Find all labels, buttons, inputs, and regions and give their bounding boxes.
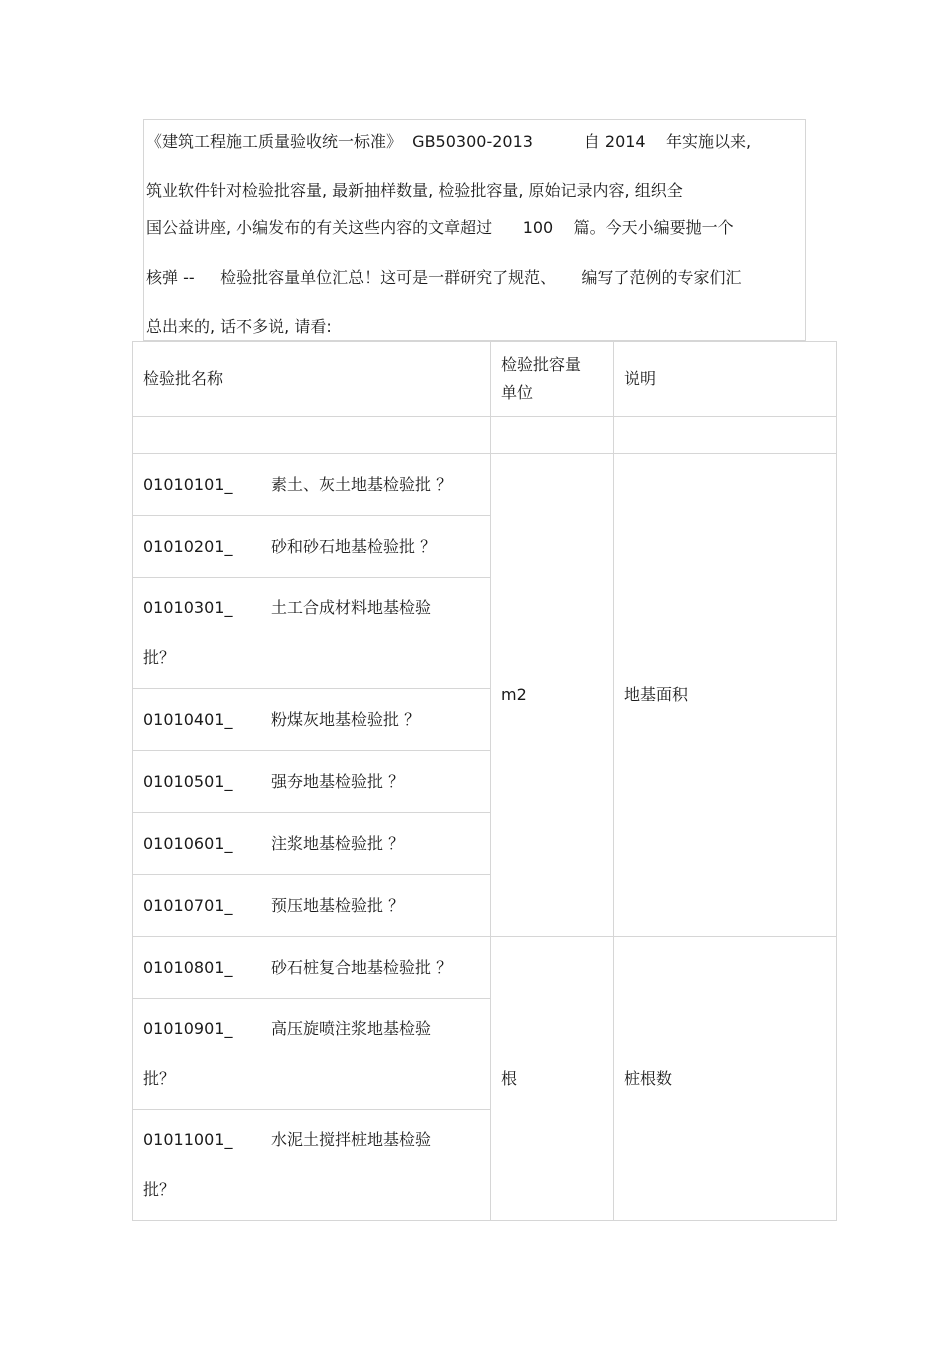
item-code: 01011001_	[143, 1130, 233, 1149]
item-code: 01010101_	[143, 474, 233, 494]
item-name: 砂和砂石地基检验批 ？	[271, 536, 437, 556]
item-name: 高压旋喷注浆地基检验	[271, 1019, 432, 1038]
blank-row	[133, 417, 837, 454]
name-cell	[133, 1110, 491, 1221]
item-code: 01010501_	[143, 771, 233, 791]
note-cell	[614, 937, 837, 1221]
item-name: 粉煤灰地基检验批 ？	[271, 709, 421, 729]
name-cell	[133, 937, 491, 999]
note-cell	[614, 454, 837, 937]
item-name: 土工合成材料地基检验	[271, 598, 432, 617]
header-unit	[491, 342, 614, 417]
unit-cell	[491, 937, 614, 1221]
item-code: 01010701_	[143, 895, 233, 915]
table-header-row	[133, 342, 837, 417]
intro-line-3: 国公益讲座, 小编发布的有关这些内容的文章超过 100 篇。今天小编要抛一个	[146, 218, 734, 237]
unit-cell	[491, 454, 614, 937]
name-cell	[133, 875, 491, 937]
item-code: 01010901_	[143, 1019, 233, 1038]
header-name: 检验批名称	[133, 342, 491, 417]
header-unit-line1: 检验批容量	[501, 355, 582, 374]
item-name-wrap: 批？	[143, 1180, 176, 1199]
item-name-wrap: 批？	[143, 648, 176, 667]
item-code: 01010601_	[143, 833, 233, 853]
item-code: 01010201_	[143, 536, 233, 556]
name-cell	[133, 813, 491, 875]
blank-cell	[614, 417, 837, 454]
item-code: 01010801_	[143, 957, 233, 977]
name-cell	[133, 578, 491, 689]
item-code: 01010401_	[143, 709, 233, 729]
note-value: 桩根数	[624, 1068, 673, 1088]
note-value: 地基面积	[624, 685, 689, 704]
header-unit-line2: 单位	[501, 383, 534, 402]
name-cell	[133, 999, 491, 1110]
name-cell	[133, 516, 491, 578]
name-cell	[133, 454, 491, 516]
name-cell	[133, 751, 491, 813]
unit-value: 根	[501, 1068, 518, 1088]
intro-line-2: 筑业软件针对检验批容量, 最新抽样数量, 检验批容量, 原始记录内容, 组织全	[146, 181, 683, 200]
item-name: 砂石桩复合地基检验批 ？	[271, 957, 453, 977]
blank-cell	[133, 417, 491, 454]
intro-line-4: 核弹 -- 检验批容量单位汇总！这可是一群研究了规范、 编写了范例的专家们汇	[146, 268, 742, 287]
intro-line-1: 《建筑工程施工质量验收统一标准》 GB50300-2013 自 2014 年实施以来,	[146, 132, 752, 151]
capacity-table	[132, 341, 837, 1221]
name-cell	[133, 689, 491, 751]
intro-line-5: 总出来的, 话不多说, 请看:	[146, 317, 332, 336]
item-name: 水泥土搅拌桩地基检验	[271, 1130, 432, 1149]
blank-cell	[491, 417, 614, 454]
unit-value: m2	[501, 685, 527, 704]
item-name: 注浆地基检验批 ？	[271, 833, 405, 853]
item-name: 强夯地基检验批 ？	[271, 771, 405, 791]
table-row	[133, 937, 837, 999]
item-code: 01010301_	[143, 598, 233, 617]
item-name-wrap: 批？	[143, 1069, 176, 1088]
table-row	[133, 454, 837, 516]
header-note: 说明	[614, 342, 837, 417]
item-name: 预压地基检验批 ？	[271, 895, 405, 915]
item-name: 素土、灰土地基检验批 ？	[271, 474, 453, 494]
